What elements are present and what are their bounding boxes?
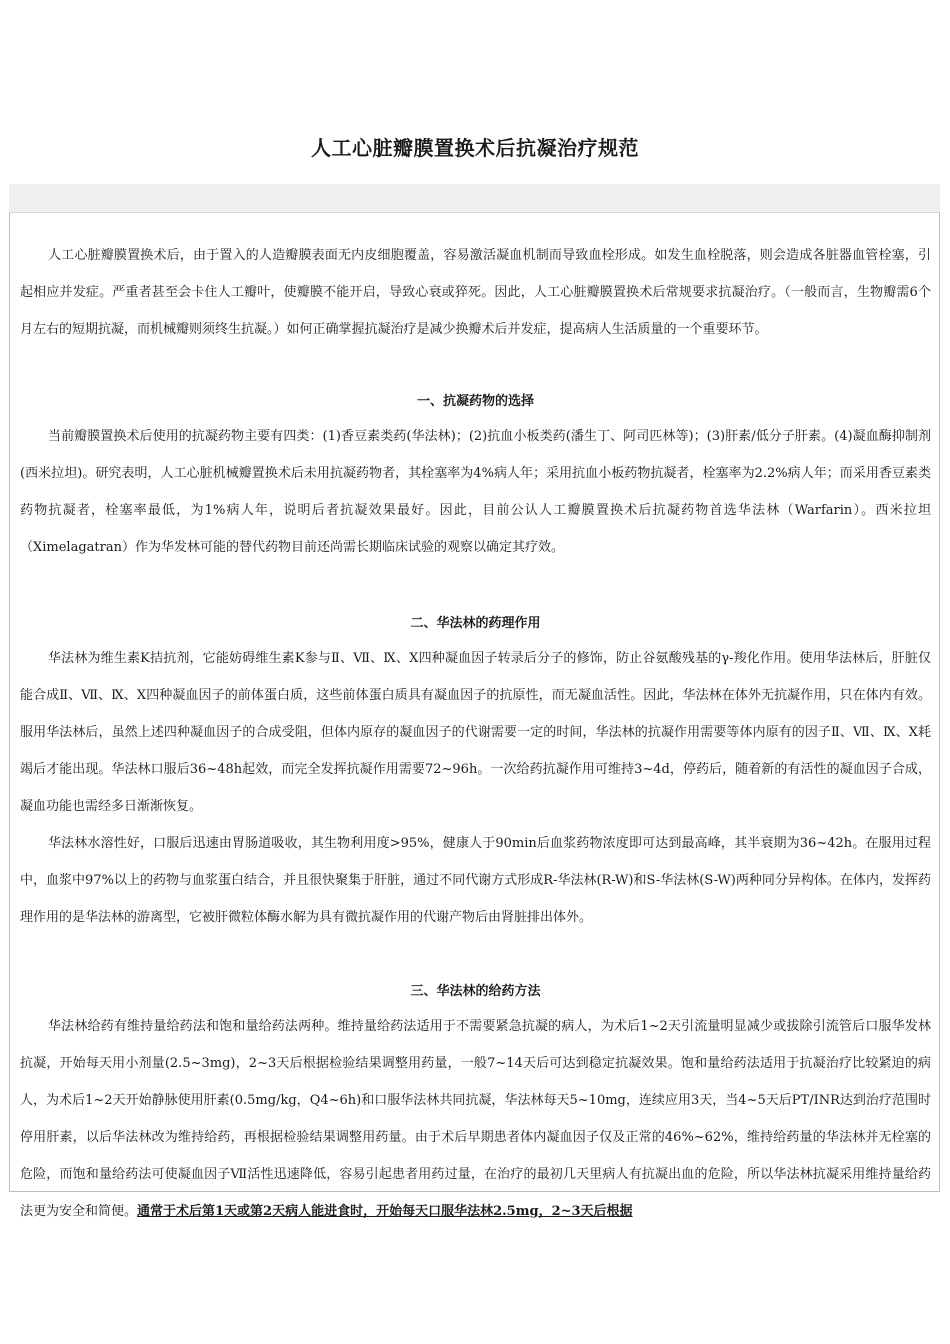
section-heading-dosing: 三、华法林的给药方法 [410, 984, 541, 999]
article-body [20, 237, 931, 1230]
intro-paragraph: 人工心脏瓣膜置换术后，由于置入的人造瓣膜表面无内皮细胞覆盖，容易激活凝血机制而导致血栓形成。如发生血栓脱落，则会造成各脏器血管栓塞，引起相应并发症。严重者甚至会卡住人工瓣叶，使瓣膜不能开启，导致心衰或猝死。因此，人工心脏瓣膜置换术后常规要求抗凝治疗。（一般而言，生物瓣需6个月左右的短期抗凝，而机械瓣则须终生抗凝。）如何正确掌握抗凝治疗是减少换瓣术后并发症，提高病人生活质量的一个重要环节。 [20, 248, 931, 337]
paragraph-dosing [20, 1008, 931, 1230]
header-band [9, 184, 940, 212]
dosing-highlight-text: 通常于术后第1天或第2天病人能进食时，开始每天口服华法林2.5mg，2~3天后根据 [137, 1204, 633, 1219]
paragraph-pharmacology-2: 华法林水溶性好，口服后迅速由胃肠道吸收，其生物利用度>95%，健康人于90min后血浆药物浓度即可达到最高峰，其半衰期为36~42h。在服用过程中，血浆中97%以上的药物与血浆蛋白结合，并且很快聚集于肝脏，通过不同代谢方式形成R-华法林(R-W)和S-华法林(S-W)两种同分异构体。在体内，发挥药理作用的是华法林的游离型，它被肝微粒体酶水解为具有微抗凝作用的代谢产物后由肾脏排出体外。 [20, 836, 931, 925]
section-heading-pharmacology: 二、华法林的药理作用 [410, 616, 541, 631]
document-title: 人工心脏瓣膜置换术后抗凝治疗规范 [311, 136, 639, 160]
paragraph-pharmacology-1: 华法林为维生素K拮抗剂，它能妨碍维生素K参与Ⅱ、Ⅶ、Ⅸ、Ⅹ四种凝血因子转录后分子的修饰，防止谷氨酸残基的γ-羧化作用。使用华法林后，肝脏仅能合成Ⅱ、Ⅶ、Ⅸ、Ⅹ四种凝血因子的前体蛋白质，这些前体蛋白质具有凝血因子的抗原性，而无凝血活性。因此，华法林在体外无抗凝作用，只在体内有效。服用华法林后，虽然上述四种凝血因子的合成受阻，但体内原存的凝血因子的代谢需要一定的时间，华法林的抗凝作用需要等体内原有的因子Ⅱ、Ⅶ、Ⅸ、Ⅹ耗竭后才能出现。华法林口服后36~48h起效，而完全发挥抗凝作用需要72~96h。一次给药抗凝作用可维持3~4d，停药后，随着新的有活性的凝血因子合成，凝血功能也需经多日渐渐恢复。 [20, 651, 931, 814]
paragraph-drug-selection: 当前瓣膜置换术后使用的抗凝药物主要有四类：(1)香豆素类药(华法林)；(2)抗血小板类药(潘生丁、阿司匹林等)；(3)肝素/低分子肝素。(4)凝血酶抑制剂(西米拉坦)。研究表明，人工心脏机械瓣置换术后未用抗凝药物者，其栓塞率为4%病人年；采用抗血小板药物抗凝者，栓塞率为2.2%病人年；而采用香豆素类药物抗凝者，栓塞率最低，为1%病人年，说明后者抗凝效果最好。因此，目前公认人工瓣膜置换术后抗凝药物首选华法林（Warfarin）。西米拉坦（Ximelagatran）作为华发林可能的替代药物目前还尚需长期临床试验的观察以确定其疗效。 [20, 429, 931, 555]
content-box [9, 212, 940, 1219]
dosing-text: 华法林给药有维持量给药法和饱和量给药法两种。维持量给药法适用于不需要紧急抗凝的病人，为术后1~2天引流量明显减少或拔除引流管后口服华发林抗凝，开始每天用小剂量(2.5~3mg)，2~3天后根据检验结果调整用药量，一般7~14天后可达到稳定抗凝效果。饱和量给药法适用于抗凝治疗比较紧迫的病人，为术后1~2天开始静脉使用肝素(0.5mg/kg，Q4~6h)和口服华法林共同抗凝，华法林每天5~10mg，连续应用3天，当4~5天后PT/INR达到治疗范围时停用肝素，以后华法林改为维持给药，再根据检验结果调整用药量。由于术后早期患者体内凝血因子仅及正常的46%~62%，维持给药量的华法林并无栓塞的危险，而饱和量给药法可使凝血因子Ⅶ活性迅速降低，容易引起患者用药过量，在治疗的最初几天里病人有抗凝出血的危险，所以华法林抗凝采用维持量给药法更为安全和简便。 [20, 1019, 931, 1219]
section-heading-drug-selection: 一、抗凝药物的选择 [416, 394, 534, 409]
